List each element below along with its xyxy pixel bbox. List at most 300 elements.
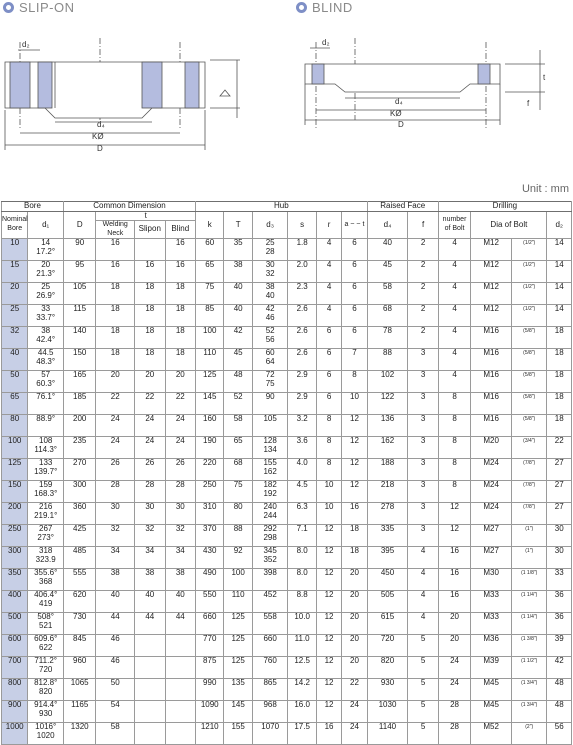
table-row	[2, 525, 572, 547]
cell-s: 3.6	[288, 437, 316, 459]
cell-outer-diameter: 1165	[63, 701, 96, 723]
cell-bolt-inch: (1/2")	[511, 239, 547, 261]
cell-nominal-bore: 800	[2, 679, 28, 701]
cell-k: 370	[196, 525, 224, 547]
cell-T: 48	[224, 371, 252, 393]
cell-d3: 345 352	[252, 547, 288, 569]
cell-k: 430	[196, 547, 224, 569]
cell-bolt-inch: (1 1/8")	[511, 569, 547, 591]
cell-bolt-count: 8	[438, 437, 471, 459]
cell-slipon: 24	[135, 437, 165, 459]
cell-nominal-bore: 900	[2, 701, 28, 723]
header-D: D	[63, 211, 96, 239]
cell-blind: 18	[165, 327, 196, 349]
blind-d2-label: d₂	[322, 38, 330, 47]
cell-nominal-bore: 65	[2, 393, 28, 415]
cell-f: 5	[408, 679, 438, 701]
cell-slipon: 38	[135, 569, 165, 591]
cell-k: 875	[196, 657, 224, 679]
cell-bolt-inch: (1 3/8")	[511, 635, 547, 657]
cell-outer-diameter: 150	[63, 349, 96, 371]
cell-d3: 558	[252, 613, 288, 635]
cell-outer-diameter: 1320	[63, 723, 96, 745]
header-raised: Raised Face	[367, 202, 438, 212]
cell-d2: 36	[547, 613, 572, 635]
cell-k: 770	[196, 635, 224, 657]
cell-bolt-count: 4	[438, 283, 471, 305]
table-row	[2, 679, 572, 701]
cell-d1: 711.2° 720	[28, 657, 64, 679]
cell-d3: 240 244	[252, 503, 288, 525]
cell-nominal-bore: 350	[2, 569, 28, 591]
cell-d1: 57 60.3°	[28, 371, 64, 393]
cell-d3: 25 28	[252, 239, 288, 261]
slipon-title: SLIP-ON	[19, 0, 75, 15]
cell-outer-diameter: 270	[63, 459, 96, 481]
cell-d3: 30 32	[252, 261, 288, 283]
cell-bolt-count: 24	[438, 679, 471, 701]
cell-s: 6.3	[288, 503, 316, 525]
cell-d3: 38 40	[252, 283, 288, 305]
cell-bolt-size: M12	[471, 283, 512, 305]
cell-welding-neck: 50	[96, 679, 135, 701]
cell-bolt-inch: (1 1/4")	[511, 613, 547, 635]
slipon-k-label: KØ	[92, 132, 104, 141]
cell-bolt-size: M30	[471, 569, 512, 591]
cell-f: 3	[408, 459, 438, 481]
cell-bolt-inch: (5/8")	[511, 349, 547, 371]
cell-T: 125	[224, 635, 252, 657]
cell-k: 65	[196, 261, 224, 283]
cell-slipon: 22	[135, 393, 165, 415]
cell-bolt-size: M36	[471, 635, 512, 657]
cell-f: 2	[408, 261, 438, 283]
cell-a: 20	[342, 657, 367, 679]
cell-d3: 128 134	[252, 437, 288, 459]
cell-r: 12	[316, 701, 341, 723]
cell-bolt-count: 16	[438, 591, 471, 613]
cell-d1: 267 273°	[28, 525, 64, 547]
cell-slipon: 18	[135, 349, 165, 371]
cell-f: 2	[408, 239, 438, 261]
cell-d2: 30	[547, 547, 572, 569]
cell-d2: 18	[547, 371, 572, 393]
cell-d1: 33 33.7°	[28, 305, 64, 327]
cell-s: 4.0	[288, 459, 316, 481]
cell-d2: 14	[547, 283, 572, 305]
table-row	[2, 613, 572, 635]
cell-k: 310	[196, 503, 224, 525]
cell-d4: 136	[367, 415, 408, 437]
cell-nominal-bore: 20	[2, 283, 28, 305]
cell-blind: 24	[165, 437, 196, 459]
cell-a: 12	[342, 415, 367, 437]
cell-T: 58	[224, 415, 252, 437]
cell-bolt-size: M24	[471, 481, 512, 503]
cell-bolt-count: 8	[438, 481, 471, 503]
cell-d1: 76.1°	[28, 393, 64, 415]
cell-a: 12	[342, 459, 367, 481]
cell-T: 92	[224, 547, 252, 569]
cell-a: 6	[342, 327, 367, 349]
cell-bolt-size: M33	[471, 591, 512, 613]
cell-welding-neck: 40	[96, 591, 135, 613]
cell-s: 8.0	[288, 569, 316, 591]
cell-outer-diameter: 425	[63, 525, 96, 547]
header-drilling: Drilling	[438, 202, 571, 212]
cell-slipon: 32	[135, 525, 165, 547]
cell-bolt-size: M24	[471, 503, 512, 525]
cell-d3: 398	[252, 569, 288, 591]
cell-k: 125	[196, 371, 224, 393]
table-row	[2, 635, 572, 657]
header-f: f	[408, 211, 438, 239]
cell-d4: 395	[367, 547, 408, 569]
cell-slipon: 24	[135, 415, 165, 437]
cell-bolt-size: M45	[471, 679, 512, 701]
cell-f: 4	[408, 547, 438, 569]
cell-T: 125	[224, 657, 252, 679]
cell-nominal-bore: 25	[2, 305, 28, 327]
cell-slipon: 18	[135, 283, 165, 305]
cell-bolt-inch: (2")	[511, 723, 547, 745]
cell-blind: 26	[165, 459, 196, 481]
cell-r: 4	[316, 261, 341, 283]
cell-slipon: 40	[135, 591, 165, 613]
cell-d4: 188	[367, 459, 408, 481]
blind-d-label: D	[398, 120, 404, 129]
cell-blind: 20	[165, 371, 196, 393]
table-row	[2, 481, 572, 503]
cell-slipon	[135, 701, 165, 723]
cell-blind: 18	[165, 349, 196, 371]
cell-bolt-count: 4	[438, 349, 471, 371]
cell-nominal-bore: 200	[2, 503, 28, 525]
cell-a: 18	[342, 525, 367, 547]
blind-t-label: t	[543, 73, 546, 82]
header-d4: d₄	[367, 211, 408, 239]
cell-welding-neck: 38	[96, 569, 135, 591]
cell-k: 100	[196, 327, 224, 349]
cell-k: 190	[196, 437, 224, 459]
cell-d1: 20 21.3°	[28, 261, 64, 283]
cell-bolt-count: 4	[438, 327, 471, 349]
cell-d3: 760	[252, 657, 288, 679]
cell-bolt-size: M16	[471, 393, 512, 415]
blind-drawing	[290, 20, 573, 190]
table-row	[2, 547, 572, 569]
cell-d4: 218	[367, 481, 408, 503]
cell-blind: 32	[165, 525, 196, 547]
cell-nominal-bore: 700	[2, 657, 28, 679]
cell-d3: 452	[252, 591, 288, 613]
cell-slipon: 26	[135, 459, 165, 481]
cell-r: 12	[316, 569, 341, 591]
cell-a: 22	[342, 679, 367, 701]
cell-T: 35	[224, 239, 252, 261]
cell-f: 3	[408, 393, 438, 415]
table-row	[2, 459, 572, 481]
header-nominal: Nominal Bore	[2, 211, 28, 239]
cell-welding-neck: 32	[96, 525, 135, 547]
cell-welding-neck: 26	[96, 459, 135, 481]
cell-bolt-size: M27	[471, 547, 512, 569]
cell-d1: 508° 521	[28, 613, 64, 635]
cell-bolt-size: M16	[471, 415, 512, 437]
cell-f: 3	[408, 525, 438, 547]
header-r: r	[316, 211, 341, 239]
cell-d4: 68	[367, 305, 408, 327]
table-row	[2, 591, 572, 613]
header-bore: Bore	[2, 202, 64, 212]
cell-outer-diameter: 95	[63, 261, 96, 283]
cell-s: 12.5	[288, 657, 316, 679]
cell-a: 6	[342, 239, 367, 261]
cell-d4: 450	[367, 569, 408, 591]
cell-welding-neck: 18	[96, 349, 135, 371]
unit-label: Unit : mm	[521, 183, 569, 195]
blind-d4-label: d₄	[395, 97, 403, 106]
slipon-d4-label: d₄	[97, 120, 105, 129]
cell-bolt-count: 12	[438, 525, 471, 547]
cell-bolt-count: 4	[438, 371, 471, 393]
cell-r: 16	[316, 723, 341, 745]
cell-bolt-inch: (1/2")	[511, 261, 547, 283]
cell-f: 3	[408, 503, 438, 525]
table-row	[2, 569, 572, 591]
blind-f-label: f	[527, 99, 530, 108]
cell-d4: 58	[367, 283, 408, 305]
cell-d2: 33	[547, 569, 572, 591]
cell-s: 8.8	[288, 591, 316, 613]
cell-k: 660	[196, 613, 224, 635]
cell-slipon	[135, 657, 165, 679]
flange-dimension-table	[1, 201, 572, 745]
cell-a: 20	[342, 591, 367, 613]
cell-bolt-count: 8	[438, 459, 471, 481]
cell-f: 5	[408, 657, 438, 679]
cell-nominal-bore: 100	[2, 437, 28, 459]
cell-k: 990	[196, 679, 224, 701]
cell-a: 20	[342, 635, 367, 657]
cell-d1: 38 42.4°	[28, 327, 64, 349]
cell-slipon	[135, 635, 165, 657]
cell-nominal-bore: 300	[2, 547, 28, 569]
table-row	[2, 305, 572, 327]
cell-f: 2	[408, 283, 438, 305]
cell-welding-neck: 16	[96, 239, 135, 261]
cell-d3: 42 46	[252, 305, 288, 327]
header-k: k	[196, 211, 224, 239]
header-hub: Hub	[196, 202, 368, 212]
cell-bolt-size: M27	[471, 525, 512, 547]
cell-nominal-bore: 40	[2, 349, 28, 371]
slipon-d-label: D	[97, 144, 103, 153]
cell-blind	[165, 679, 196, 701]
cell-a: 8	[342, 371, 367, 393]
cell-f: 3	[408, 415, 438, 437]
cell-d3: 52 56	[252, 327, 288, 349]
cell-d1: 406.4° 419	[28, 591, 64, 613]
cell-T: 125	[224, 613, 252, 635]
cell-r: 10	[316, 481, 341, 503]
cell-d4: 615	[367, 613, 408, 635]
cell-r: 6	[316, 349, 341, 371]
cell-welding-neck: 16	[96, 261, 135, 283]
cell-slipon: 18	[135, 327, 165, 349]
cell-bolt-inch: (1/2")	[511, 283, 547, 305]
cell-bolt-inch: (1 1/2")	[511, 657, 547, 679]
cell-nominal-bore: 500	[2, 613, 28, 635]
cell-bolt-count: 28	[438, 701, 471, 723]
cell-s: 14.2	[288, 679, 316, 701]
cell-f: 5	[408, 701, 438, 723]
cell-f: 3	[408, 371, 438, 393]
cell-k: 60	[196, 239, 224, 261]
table-row	[2, 393, 572, 415]
header-common: Common Dimension	[63, 202, 195, 212]
header-slipon: Slipon	[135, 221, 165, 239]
cell-nominal-bore: 10	[2, 239, 28, 261]
cell-welding-neck: 58	[96, 723, 135, 745]
cell-bolt-size: M12	[471, 305, 512, 327]
blind-title: BLIND	[312, 0, 353, 15]
cell-welding-neck: 46	[96, 657, 135, 679]
cell-d3: 292 298	[252, 525, 288, 547]
cell-outer-diameter: 730	[63, 613, 96, 635]
cell-d4: 335	[367, 525, 408, 547]
cell-outer-diameter: 845	[63, 635, 96, 657]
cell-d1: 44.5 48.3°	[28, 349, 64, 371]
header-welding: Welding Neck	[96, 221, 135, 239]
cell-a: 6	[342, 305, 367, 327]
cell-s: 2.3	[288, 283, 316, 305]
cell-d2: 14	[547, 261, 572, 283]
cell-s: 11.0	[288, 635, 316, 657]
cell-bolt-inch: (1 3/4")	[511, 679, 547, 701]
cell-bolt-size: M16	[471, 371, 512, 393]
cell-welding-neck: 44	[96, 613, 135, 635]
cell-a: 6	[342, 261, 367, 283]
cell-d4: 45	[367, 261, 408, 283]
cell-d4: 40	[367, 239, 408, 261]
cell-d4: 930	[367, 679, 408, 701]
header-dia: Dia of Bolt	[471, 211, 547, 239]
cell-bolt-inch: (5/8")	[511, 371, 547, 393]
header-d3: d₃	[252, 211, 288, 239]
cell-d2: 48	[547, 679, 572, 701]
cell-bolt-size: M12	[471, 239, 512, 261]
header-nbolt: number of Bolt	[438, 211, 471, 239]
cell-bolt-count: 4	[438, 305, 471, 327]
cell-s: 2.6	[288, 305, 316, 327]
cell-d1: 108 114.3°	[28, 437, 64, 459]
cell-bolt-inch: (7/8")	[511, 481, 547, 503]
cell-bolt-inch: (5/8")	[511, 415, 547, 437]
cell-T: 65	[224, 437, 252, 459]
cell-s: 10.0	[288, 613, 316, 635]
cell-s: 2.9	[288, 393, 316, 415]
cell-slipon	[135, 723, 165, 745]
cell-d4: 1030	[367, 701, 408, 723]
cell-a: 12	[342, 481, 367, 503]
cell-r: 4	[316, 305, 341, 327]
cell-d2: 27	[547, 459, 572, 481]
cell-d3: 60 64	[252, 349, 288, 371]
cell-T: 42	[224, 327, 252, 349]
table-body	[2, 239, 572, 745]
table-row	[2, 283, 572, 305]
cell-welding-neck: 24	[96, 437, 135, 459]
cell-k: 1090	[196, 701, 224, 723]
cell-blind: 18	[165, 305, 196, 327]
cell-slipon	[135, 239, 165, 261]
cell-welding-neck: 18	[96, 305, 135, 327]
header-s: s	[288, 211, 316, 239]
cell-welding-neck: 28	[96, 481, 135, 503]
cell-d4: 1140	[367, 723, 408, 745]
header-blind: Blind	[165, 221, 196, 239]
cell-a: 7	[342, 349, 367, 371]
cell-bolt-count: 4	[438, 261, 471, 283]
cell-nominal-bore: 80	[2, 415, 28, 437]
cell-d1: 812.8° 820	[28, 679, 64, 701]
cell-bolt-inch: (7/8")	[511, 459, 547, 481]
cell-s: 8.0	[288, 547, 316, 569]
cell-bolt-size: M45	[471, 701, 512, 723]
cell-outer-diameter: 90	[63, 239, 96, 261]
cell-bolt-count: 8	[438, 415, 471, 437]
header-d1: d₁	[28, 211, 64, 239]
cell-outer-diameter: 200	[63, 415, 96, 437]
cell-d2: 18	[547, 393, 572, 415]
cell-r: 4	[316, 283, 341, 305]
cell-bolt-count: 16	[438, 547, 471, 569]
cell-blind: 18	[165, 283, 196, 305]
cell-T: 38	[224, 261, 252, 283]
cell-r: 4	[316, 239, 341, 261]
cell-T: 80	[224, 503, 252, 525]
cell-T: 40	[224, 283, 252, 305]
cell-slipon: 44	[135, 613, 165, 635]
cell-bolt-size: M52	[471, 723, 512, 745]
table-row	[2, 349, 572, 371]
cell-bolt-inch: (1")	[511, 547, 547, 569]
cell-f: 4	[408, 569, 438, 591]
cell-bolt-count: 4	[438, 239, 471, 261]
cell-d2: 42	[547, 657, 572, 679]
cell-T: 75	[224, 481, 252, 503]
slipon-header	[3, 0, 75, 15]
cell-bolt-inch: (1 1/4")	[511, 591, 547, 613]
cell-blind: 38	[165, 569, 196, 591]
cell-k: 110	[196, 349, 224, 371]
cell-f: 2	[408, 305, 438, 327]
cell-bolt-inch: (1")	[511, 525, 547, 547]
cell-d2: 18	[547, 415, 572, 437]
cell-d1: 159 168.3°	[28, 481, 64, 503]
cell-bolt-size: M16	[471, 327, 512, 349]
cell-blind: 40	[165, 591, 196, 613]
cell-welding-neck: 34	[96, 547, 135, 569]
cell-a: 10	[342, 393, 367, 415]
cell-welding-neck: 22	[96, 393, 135, 415]
cell-d2: 56	[547, 723, 572, 745]
cell-bolt-inch: (5/8")	[511, 393, 547, 415]
cell-welding-neck: 18	[96, 327, 135, 349]
cell-f: 4	[408, 591, 438, 613]
cell-slipon: 18	[135, 305, 165, 327]
